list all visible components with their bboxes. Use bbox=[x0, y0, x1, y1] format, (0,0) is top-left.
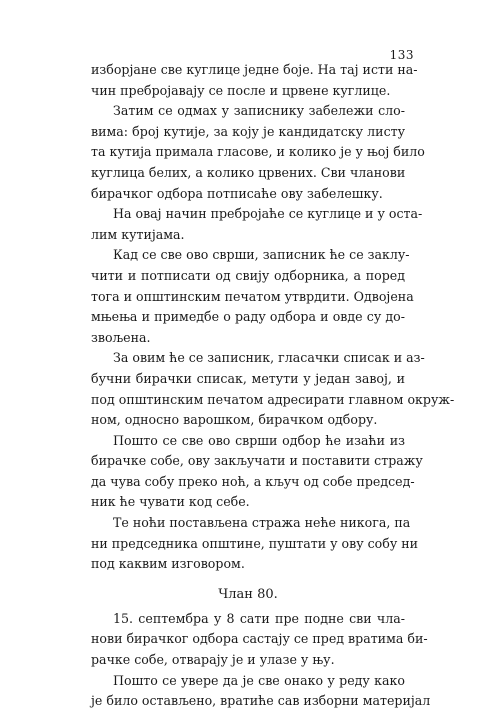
text-line: ном, односно варошком, бирачком одбору. bbox=[91, 412, 378, 428]
text-line: бирачке собе, ову закључати и поставити стражу bbox=[91, 453, 423, 469]
text-line: да чува собу преко ноћ, а кључ од собе председ- bbox=[91, 473, 415, 489]
text-line: под каквим изговором. bbox=[91, 556, 245, 572]
text-line: звољена. bbox=[91, 329, 151, 345]
text-line: мњења и примедбе о раду одбора и овде су до- bbox=[91, 309, 405, 325]
text-line: је било остављено, вратиће сав изборни материјал bbox=[91, 693, 431, 709]
text-line: Пошто се све ово сврши одбор ће изаћи из bbox=[113, 432, 405, 448]
text-line: ник ће чувати код себе. bbox=[91, 494, 250, 510]
text-line: бучни бирачки списак, метути у један завој, и bbox=[91, 370, 405, 386]
text-line: тога и општинским печатом утврдити. Одвојена bbox=[91, 288, 414, 304]
text-line: Пошто се увере да је све онако у реду како bbox=[113, 672, 405, 688]
body-text bbox=[91, 60, 455, 712]
text-line: ни председника општине, пуштати у ову собу ни bbox=[91, 535, 419, 551]
text-line: чити и потписати од свију одборника, а поред bbox=[91, 267, 405, 283]
text-line: На овај начин пребројаће се куглице и у оста- bbox=[113, 206, 423, 222]
text-line: изборјане све куглице једне боје. На тај исти на- bbox=[91, 62, 418, 77]
text-line: нови бирачког одбора састају се пред вратима би- bbox=[91, 631, 428, 647]
text-section-1 bbox=[91, 60, 455, 575]
text-line: Кад се све ово сврши, записник ће се заклу- bbox=[113, 247, 410, 263]
text-line: та кутија примала гласове, и колико је у њој било bbox=[91, 144, 425, 160]
text-line: чин пребројавају се после и црвене куглице. bbox=[91, 82, 391, 98]
text-line: куглица белих, а колико црвених. Сви чланови bbox=[91, 164, 406, 180]
text-line: Затим се одмах у записнику забележи сло- bbox=[113, 103, 405, 119]
text-section-2 bbox=[91, 609, 431, 712]
page-number: 133 bbox=[389, 48, 414, 62]
text-line: вима: број кутије, за коју је кандидатску листу bbox=[91, 123, 405, 139]
text-line: Те ноћи постављена стража неће никога, па bbox=[113, 515, 411, 531]
text-line: 15. септембра у 8 сати пре подне сви чла- bbox=[113, 610, 405, 626]
text-line: лим кутијама. bbox=[91, 226, 185, 242]
text-line: рачке собе, отварају је и улазе у њу. bbox=[91, 652, 335, 668]
text-line: За овим ће се записник, гласачки списак и аз- bbox=[113, 350, 425, 366]
text-line: бирачког одбора потписаће ову забелешку. bbox=[91, 185, 383, 201]
text-line: под општинским печатом адресирати главном окруж- bbox=[91, 391, 455, 407]
article-heading: Члан 80. bbox=[218, 586, 278, 602]
